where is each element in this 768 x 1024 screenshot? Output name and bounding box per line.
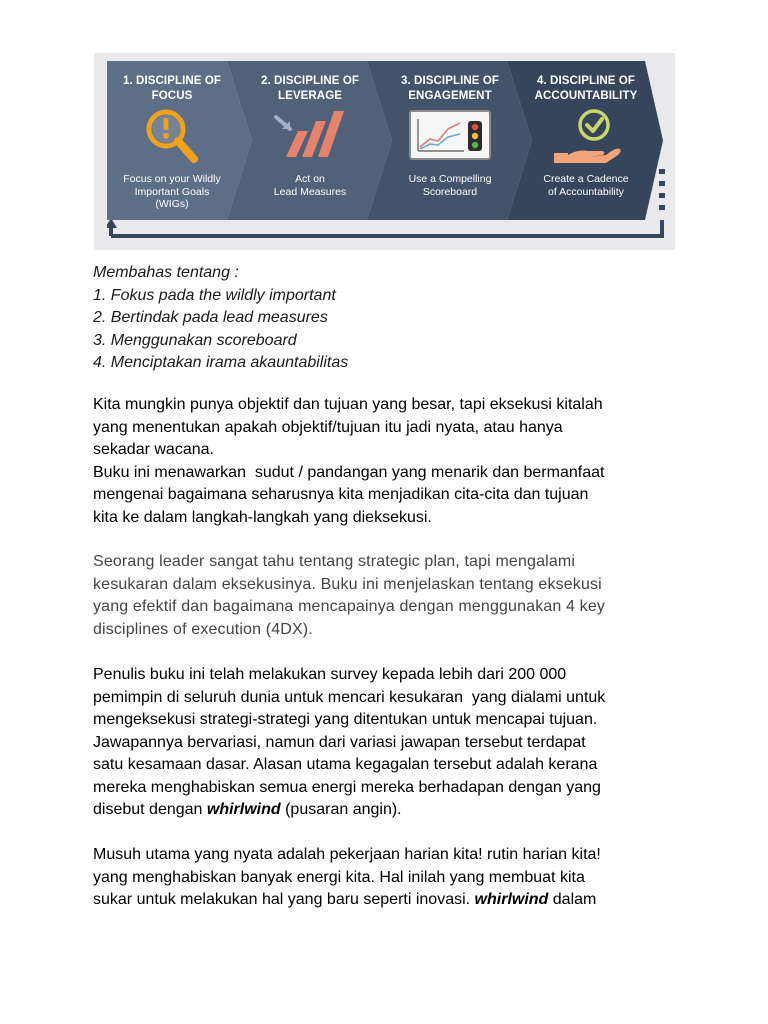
p1-line-4: Buku ini menawarkan sudut / pandangan yang menarik dan bermanfaat — [93, 463, 605, 481]
p2-line-2: kesukaran dalam eksekusinya. Buku ini menjelaskan tentang eksekusi — [93, 575, 602, 593]
step-1-title: 1. DISCIPLINE OF FOCUS — [122, 75, 222, 102]
step-3-description: Use a Compelling Scoreboard — [408, 173, 492, 198]
hand-checkmark-icon — [521, 107, 651, 167]
p1-line-5: mengenai bagaimana seharusnya kita menjadikan cita-cita dan tujuan — [93, 486, 589, 503]
paragraph-1 — [93, 394, 693, 529]
step-4-description: Create a Cadence of Accountability — [543, 173, 629, 198]
return-arrow — [107, 220, 667, 240]
lever-icon — [245, 107, 375, 167]
p2-line-1: Seorang leader sangat tahu tentang strategic plan, tapi mengalami — [93, 553, 576, 570]
topic-item-2: 2. Bertindak pada lead measures — [93, 309, 328, 326]
p2-line-3: yang efektif dan bagaimana mencapainya dengan menggunakan 4 key — [93, 598, 606, 615]
step-2-title: 2. DISCIPLINE OF LEVERAGE — [260, 75, 360, 102]
topic-item-3: 3. Menggunakan scoreboard — [93, 331, 297, 349]
p1-line-3: sekadar wacana. — [93, 441, 214, 458]
p2-line-4: disciplines of execution (4DX). — [93, 620, 313, 638]
topic-item-1: 1. Fokus pada the wildly important — [93, 286, 336, 304]
dot-1 — [659, 169, 665, 174]
discipline-step-3 — [385, 61, 515, 220]
p4-line-2: yang menghabiskan banyak energi kita. Hal inilah yang membuat kita — [93, 868, 585, 886]
topics-list — [93, 262, 693, 375]
step-2-description: Act on Lead Measures — [273, 173, 347, 198]
p3-line-6: mereka menghabiskan semua energi mereka berhadapan dengan yang — [93, 778, 601, 796]
dot-3 — [659, 193, 665, 198]
scoreboard-icon — [385, 107, 515, 167]
p4-line-1: Musuh utama yang nyata adalah pekerjaan harian kita! rutin harian kita! — [93, 846, 601, 863]
topics-heading: Membahas tentang : — [93, 264, 239, 281]
p3-line-7-text-c: (pusaran angin). — [280, 801, 402, 818]
p3-line-3: mengeksekusi strategi-strategi yang ditentukan untuk mencapai tujuan. — [93, 711, 598, 728]
p3-line-5: satu kesamaan dasar. Alasan utama kegagalan tersebut adalah kerana — [93, 756, 598, 773]
four-disciplines-banner — [107, 61, 665, 220]
step-4-title: 4. DISCIPLINE OF ACCOUNTABILITY — [534, 75, 638, 102]
paragraph-2 — [93, 551, 693, 641]
discipline-step-4 — [521, 61, 651, 220]
dot-2 — [659, 181, 665, 186]
p3-line-2: pemimpin di seluruh dunia untuk mencari kesukaran yang dialami untuk — [93, 688, 606, 706]
topic-item-4: 4. Menciptakan irama akauntabilitas — [93, 354, 349, 371]
p3-line-1: Penulis buku ini telah melakukan survey kepada lebih dari 200 000 — [93, 666, 567, 683]
p1-line-2: yang menentukan apakah objektif/tujuan itu jadi nyata, atau hanya — [93, 418, 563, 436]
whirlwind-term-2: whirlwind — [474, 891, 549, 908]
dot-4 — [659, 205, 665, 210]
discipline-step-1 — [107, 61, 237, 220]
p4-line-3-text-c: dalam — [548, 891, 597, 908]
p3-line-4: Jawapannya bervariasi, namun dari variasi jawapan tersebut terdapat — [93, 733, 586, 751]
whirlwind-term: whirlwind — [206, 801, 281, 818]
p3-line-7-text-a: disebut dengan — [93, 801, 207, 818]
p3-line-7 — [93, 799, 693, 822]
p4-line-3 — [93, 889, 693, 912]
p1-line-6: kita ke dalam langkah-langkah yang dieksekusi. — [93, 508, 432, 526]
step-1-description: Focus on your Wildly Important Goals (WIGs) — [123, 173, 221, 210]
paragraph-3 — [93, 664, 693, 822]
paragraph-4 — [93, 844, 693, 912]
discipline-step-2 — [245, 61, 375, 220]
magnifier-icon — [107, 107, 237, 167]
p1-line-1: Kita mungkin punya objektif dan tujuan yang besar, tapi eksekusi kitalah — [93, 396, 603, 413]
step-3-title: 3. DISCIPLINE OF ENGAGEMENT — [400, 75, 500, 102]
p4-line-3-text-a: sukar untuk melakukan hal yang baru seperti inovasi. — [93, 891, 475, 908]
